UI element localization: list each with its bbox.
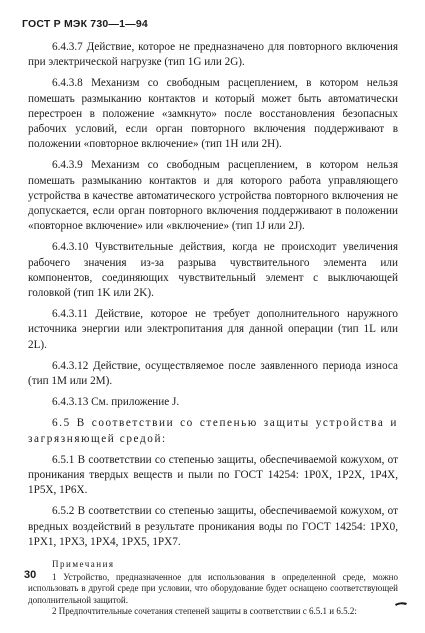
paragraph-6-4-3-9: 6.4.3.9 Механизм со свободным расцеплением, в котором нельзя помешать размыканию контактов и для которого работа управляющего устройства в качестве автоматического устройства повторного включения не допускается, если орган повторного включения поддерживают в положении «повторное включение» или «включение» (тип 1J или 2J). xyxy=(28,159,398,233)
page-number: 30 xyxy=(24,569,37,581)
paragraph-6-5-1: 6.5.1 В соответствии со степенью защиты, обеспечиваемой кожухом, от проникания твердых веществ и пыли по ГОСТ 14254: 1P0X, 1P2X, 1P4X, 1P5X, 1P6X. xyxy=(28,453,398,497)
notes-title: Примечания xyxy=(52,559,115,570)
paragraph-6-4-3-11: 6.4.3.11 Действие, которое не требует дополнительного наружного источника энергии или электропитания для данной операции (тип 1L или 2L). xyxy=(28,308,398,351)
paragraph-6-5-2: 6.5.2 В соответствии со степенью защиты, обеспечиваемой кожухом, от вредных воздействий в результате проникания воды по ГОСТ 14254: 1PX0, 1PX1, 1PX3, 1PX4, 1PX5, 1PX7. xyxy=(28,505,398,548)
paragraph-6-4-3-12: 6.4.3.12 Действие, осуществляемое после заявленного периода износа (тип 1M или 2M). xyxy=(28,359,398,388)
section-heading-6-5: 6.5 В соответствии со степенью защиты устройства и загрязняющей средой: xyxy=(28,417,398,445)
paragraph-6-4-3-10: 6.4.3.10 Чувствительные действия, когда не происходит увеличения рабочего значения из-за разрыва чувствительного элемента или компонентов, соединяющих чувствительный элемент с выключающей головкой (тип 1K или 2K). xyxy=(28,241,398,300)
ink-mark-icon xyxy=(394,600,408,606)
document-body xyxy=(28,40,398,618)
paragraph-6-4-3-8: 6.4.3.8 Механизм со свободным расцеплением, в котором нельзя помешать размыканию контактов и который может быть автоматически перестроен в положение «замкнуто» после восстановления безопасных рабочих условий, если орган повторного включения поддерживают в положении «повторное включение» (тип 1H или 2H). xyxy=(28,77,398,151)
note-2: 2 Предпочтительные сочетания степеней защиты в соответствии с 6.5.1 и 6.5.2: xyxy=(52,606,357,617)
document-header: ГОСТ Р МЭК 730—1—94 xyxy=(22,18,148,30)
paragraph-6-4-3-7: 6.4.3.7 Действие, которое не предназначено для повторного включения при электрической нагрузке (тип 1G или 2G). xyxy=(28,41,398,69)
notes-block xyxy=(28,559,398,618)
note-1: 1 Устройство, предназначенное для использования в определенной среде, можно использовать в другой среде при условии, что оборудование будет оснащено соответствующей дополнительной защитой. xyxy=(28,571,398,605)
paragraph-6-4-3-13: 6.4.3.13 См. приложение J. xyxy=(52,396,180,409)
